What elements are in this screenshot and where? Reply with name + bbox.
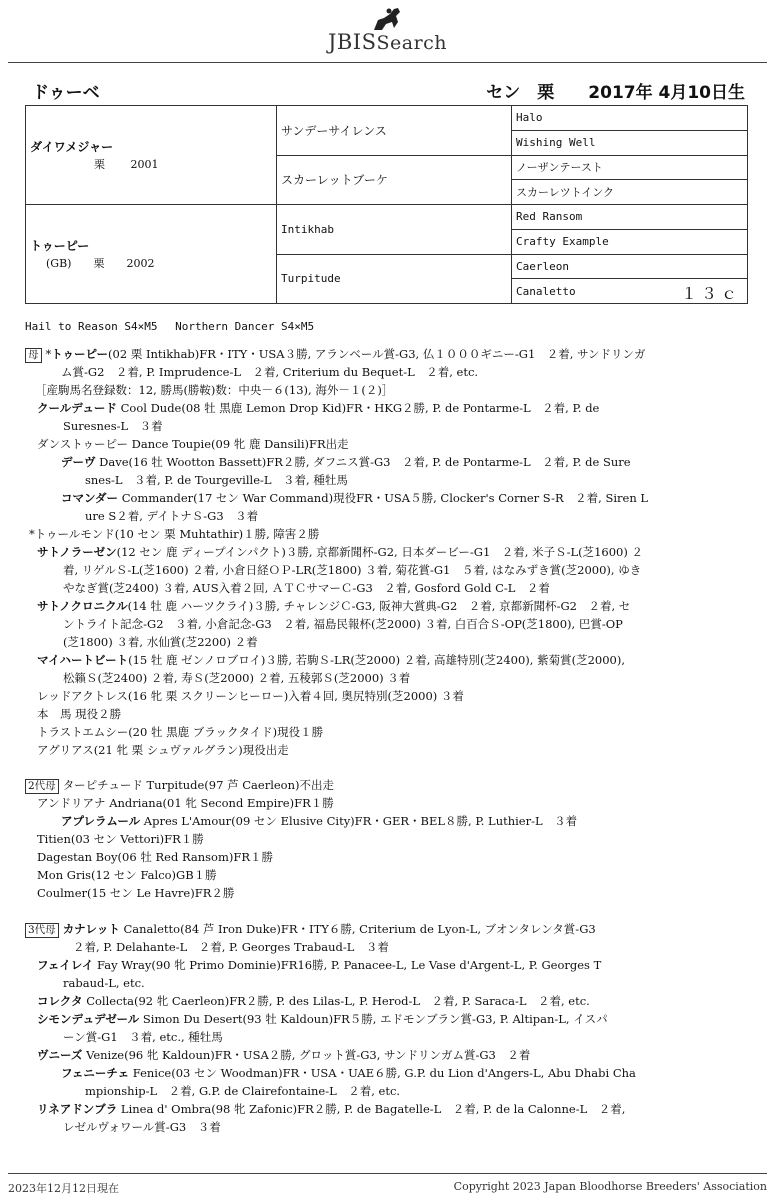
family-line	[25, 489, 749, 507]
family-line	[25, 669, 749, 687]
record-text: ［産駒馬名登録数：12, 勝馬(勝鞍)数：中央－６(13), 海外－１(２)］	[35, 383, 394, 397]
record-text: アンドリアナ Andriana(01 牝 Second Empire)FR１勝	[37, 796, 334, 810]
horse-rider-icon	[368, 6, 408, 32]
ggp-cell[interactable]: Halo	[512, 106, 748, 131]
third-dam-section	[25, 920, 749, 1136]
damdam-cell[interactable]: Turpitude	[277, 254, 512, 304]
family-line	[25, 866, 749, 884]
second-dam-section	[25, 776, 749, 902]
record-text: ターピチュード Turpitude(97 芦 Caerleon)不出走	[62, 778, 334, 792]
horse-link[interactable]: シモンデュデゼール	[37, 1012, 140, 1026]
family-line	[25, 938, 749, 956]
family-line	[25, 687, 749, 705]
record-text: ダンストゥーピー Dance Toupie(09 牝 鹿 Dansili)FR出走	[37, 437, 349, 451]
ggp-cell-last	[512, 279, 748, 304]
record-text: (芝1800) ３着, 水仙賞(芝2200) ２着	[63, 635, 258, 649]
ggp-cell[interactable]: Wishing Well	[512, 130, 748, 155]
family-line	[25, 1118, 749, 1136]
record-text: Fay Wray(90 牝 Primo Dominie)FR16勝, P. Panacee-L, Le Vase d'Argent-L, P. Georges T	[93, 958, 602, 972]
record-text: やなぎ賞(芝2400) ３着, AUS入着２回, ＡＴＣサマーＣ-G3 ２着, Gosford Gold C-L ２着	[63, 581, 550, 595]
record-text: Coulmer(15 セン Le Havre)FR２勝	[37, 886, 235, 900]
ggp-cell[interactable]: Caerleon	[512, 254, 748, 279]
family-line	[25, 974, 749, 992]
record-text: Commander(17 セン War Command)現役FR・USA５勝, Clocker's Corner S-R ２着, Siren L	[118, 491, 649, 505]
generation-tag: 3代母	[25, 923, 59, 938]
ggp-name[interactable]: Canaletto	[516, 284, 576, 298]
horse-link[interactable]: コマンダー	[61, 491, 119, 505]
horse-link[interactable]: コレクタ	[37, 994, 83, 1008]
record-text: (02 栗 Intikhab)FR・ITY・USA３勝, アランベール賞-G3, 仏１０００ギニー-G1 ２着, サンドリンガ	[108, 347, 646, 361]
family-line	[25, 381, 749, 399]
record-text: Mon Gris(12 セン Falco)GB１勝	[37, 868, 217, 882]
horse-link[interactable]: リネアドンブラ	[37, 1102, 118, 1116]
record-text: (15 牡 鹿 ゼンノロブロイ)３勝, 若駒Ｓ-LR(芝2000) ２着, 高雄特別(芝2400), 紫菊賞(芝2000),	[128, 653, 626, 667]
pedigree-table	[25, 105, 748, 304]
family-line	[25, 651, 749, 669]
sire-name[interactable]: ダイワメジャー	[30, 140, 114, 154]
record-text: ントライト記念-G2 ３着, 小倉記念-G3 ２着, 福島民報杯(芝2000) ３着, 白百合Ｓ-OP(芝1800), 巴賞-OP	[63, 617, 623, 631]
family-line	[25, 776, 749, 794]
horse-link[interactable]: フェイレイ	[37, 958, 94, 972]
horse-link[interactable]: クールデュード	[37, 401, 117, 415]
family-line	[25, 884, 749, 902]
ggp-cell[interactable]: Red Ransom	[512, 205, 748, 230]
family-line	[25, 453, 749, 471]
horse-name: ドゥーベ	[32, 83, 100, 103]
record-text: rabaud-L, etc.	[63, 976, 145, 990]
record-text: 着, リゲルＳ-L(芝1600) ２着, 小倉日経ＯＰ-LR(芝1800) ３着, 菊花賞-G1 ５着, はなみずき賞(芝2000), ゆき	[63, 563, 642, 577]
record-text: アグリアス(21 牝 栗 シュヴァルグラン)現役出走	[37, 743, 289, 757]
family-line	[25, 435, 749, 453]
dam-cell	[26, 205, 277, 304]
logo-search: Search	[376, 32, 448, 54]
family-line	[25, 363, 749, 381]
family-line	[25, 399, 749, 417]
record-text: 松籟Ｓ(芝2400) ２着, 寿Ｓ(芝2000) ２着, 五稜郭Ｓ(芝2000) ３着	[63, 671, 411, 685]
family-line	[25, 1100, 749, 1118]
horse-link[interactable]: ヴニーズ	[37, 1048, 83, 1062]
record-text: (14 牡 鹿 ハーツクライ)３勝, チャレンジＣ-G3, 阪神大賞典-G2 ２着, 京都新聞杯-G2 ２着, セ	[127, 599, 631, 613]
record-text: 本 馬 現役２勝	[37, 707, 122, 721]
family-line	[25, 507, 749, 525]
ggp-cell[interactable]: スカーレツトインク	[512, 180, 748, 205]
damsire-cell[interactable]: Intikhab	[277, 205, 512, 255]
record-text: Dave(16 牡 Wootton Bassett)FR２勝, ダフニス賞-G3 ２着, P. de Pontarme-L ２着, P. de Sure	[95, 455, 631, 469]
logo-jbis: JBIS	[327, 30, 377, 54]
import-mark: *	[29, 527, 35, 541]
family-line	[25, 633, 749, 651]
record-text: レゼルヴォワール賞-G3 ３着	[63, 1120, 221, 1134]
horse-link[interactable]: マイハートビート	[37, 653, 129, 667]
header-divider	[8, 62, 767, 63]
family-line	[25, 992, 749, 1010]
record-text: ーン賞-G1 ３着, etc., 種牡馬	[63, 1030, 223, 1044]
dam-section	[25, 345, 749, 759]
record-text: ure S２着, デイトナＳ-G3 ３着	[85, 509, 259, 523]
family-line	[25, 830, 749, 848]
record-text: Canaletto(84 芦 Iron Duke)FR・ITY６勝, Criterium de Lyon-L, ブオンタレンタ賞-G3	[119, 922, 596, 936]
family-line	[25, 1046, 749, 1064]
granddam-cell[interactable]: スカーレットブーケ	[277, 155, 512, 205]
family-line	[25, 956, 749, 974]
grandsire-cell[interactable]: サンデーサイレンス	[277, 106, 512, 156]
record-text: トラストエムシー(20 牡 黒鹿 ブラックタイド)現役１勝	[37, 725, 324, 739]
record-text: Apres L'Amour(09 セン Elusive City)FR・GER・BEL８勝, P. Luthier-L ３着	[140, 814, 578, 828]
import-mark: *	[45, 347, 52, 361]
family-line	[25, 525, 749, 543]
sire-info: 栗 2001	[94, 158, 159, 171]
generation-tag: 2代母	[25, 779, 59, 794]
record-text: snes-L ３着, P. de Tourgeville-L ３着, 種牡馬	[85, 473, 348, 487]
record-text: Cool Dude(08 牡 黒鹿 Lemon Drop Kid)FR・HKG２勝, P. de Pontarme-L ２着, P. de	[116, 401, 600, 415]
sire-cell	[26, 106, 277, 205]
horse-link[interactable]: フェニーチェ	[61, 1066, 130, 1080]
family-line	[25, 543, 749, 561]
record-text: ム賞-G2 ２着, P. Imprudence-L ２着, Criterium du Bequet-L ２着, etc.	[61, 365, 479, 379]
family-line	[25, 920, 749, 938]
record-text: Fenice(03 セン Woodman)FR・USA・UAE６勝, G.P. du Lion d'Angers-L, Abu Dhabi Cha	[129, 1066, 636, 1080]
footer-copyright: Copyright 2023 Japan Bloodhorse Breeders' Association	[453, 1180, 767, 1193]
family-number: １３ｃ	[680, 284, 741, 304]
family-line	[25, 345, 749, 363]
family-line	[25, 1010, 749, 1028]
record-text: mpionship-L ２着, G.P. de Clairefontaine-L ２着, etc.	[85, 1084, 401, 1098]
horse-link[interactable]: サトノクロニクル	[37, 599, 128, 613]
horse-title-row	[32, 78, 745, 102]
footer-date: 2023年12月12日現在	[8, 1182, 119, 1195]
family-line	[25, 561, 749, 579]
family-line	[25, 579, 749, 597]
horse-link[interactable]: サトノラーゼン	[37, 545, 117, 559]
ggp-cell[interactable]: ノーザンテースト	[512, 155, 748, 180]
record-text: Suresnes-L ３着	[63, 419, 163, 433]
family-line	[25, 1082, 749, 1100]
family-line	[25, 848, 749, 866]
family-line	[25, 741, 749, 759]
generation-tag: 母	[25, 348, 42, 363]
record-text: ２着, P. Delahante-L ２着, P. Georges Trabaud-L ３着	[73, 940, 389, 954]
family-line	[25, 794, 749, 812]
horse-link[interactable]: デーヴ	[61, 455, 96, 469]
record-text: Simon Du Desert(93 牡 Kaldoun)FR５勝, エドモンブラン賞-G3, P. Altipan-L, イスパ	[139, 1012, 608, 1026]
family-line	[25, 723, 749, 741]
inbreeding-info: Hail to Reason S4×M5 Northern Dancer S4×M5	[25, 320, 315, 333]
horse-info: セン 栗 2017年 4月10日生	[486, 83, 745, 103]
horse-link[interactable]: アプレラムール	[61, 814, 141, 828]
record-text: レッドアクトレス(16 牝 栗 スクリーンヒーロー)入着４回, 奥尻特別(芝2000) ３着	[37, 689, 464, 703]
record-text: Venize(96 牝 Kaldoun)FR・USA２勝, グロット賞-G3, サンドリンガム賞-G3 ２着	[82, 1048, 531, 1062]
record-text: Dagestan Boy(06 牡 Red Ransom)FR１勝	[37, 850, 274, 864]
horse-link[interactable]: トゥーピー	[51, 347, 109, 361]
ggp-cell[interactable]: Crafty Example	[512, 229, 748, 254]
record-text: (12 セン 鹿 ディープインパクト)３勝, 京都新聞杯-G2, 日本ダービー-G1 ２着, 米子Ｓ-L(芝1600) ２	[116, 545, 643, 559]
family-line	[25, 812, 749, 830]
dam-name[interactable]: トゥーピー	[30, 239, 90, 253]
jbis-logo	[0, 6, 775, 54]
family-line	[25, 471, 749, 489]
family-line	[25, 597, 749, 615]
record-text: トゥールモンド(10 セン 栗 Muhtathir)１勝, 障害２勝	[34, 527, 320, 541]
family-line	[25, 1064, 749, 1082]
dam-info: (GB) 栗 2002	[46, 257, 155, 270]
family-line	[25, 1028, 749, 1046]
footer-divider	[8, 1173, 767, 1174]
family-line	[25, 705, 749, 723]
family-line	[25, 615, 749, 633]
horse-link[interactable]: カナレット	[62, 922, 120, 936]
family-line	[25, 417, 749, 435]
record-text: Collecta(92 牝 Caerleon)FR２勝, P. des Lilas-L, P. Herod-L ２着, P. Saraca-L ２着, etc.	[82, 994, 590, 1008]
record-text: Titien(03 セン Vettori)FR１勝	[37, 832, 204, 846]
record-text: Linea d' Ombra(98 牝 Zafonic)FR２勝, P. de Bagatelle-L ２着, P. de la Calonne-L ２着,	[117, 1102, 626, 1116]
